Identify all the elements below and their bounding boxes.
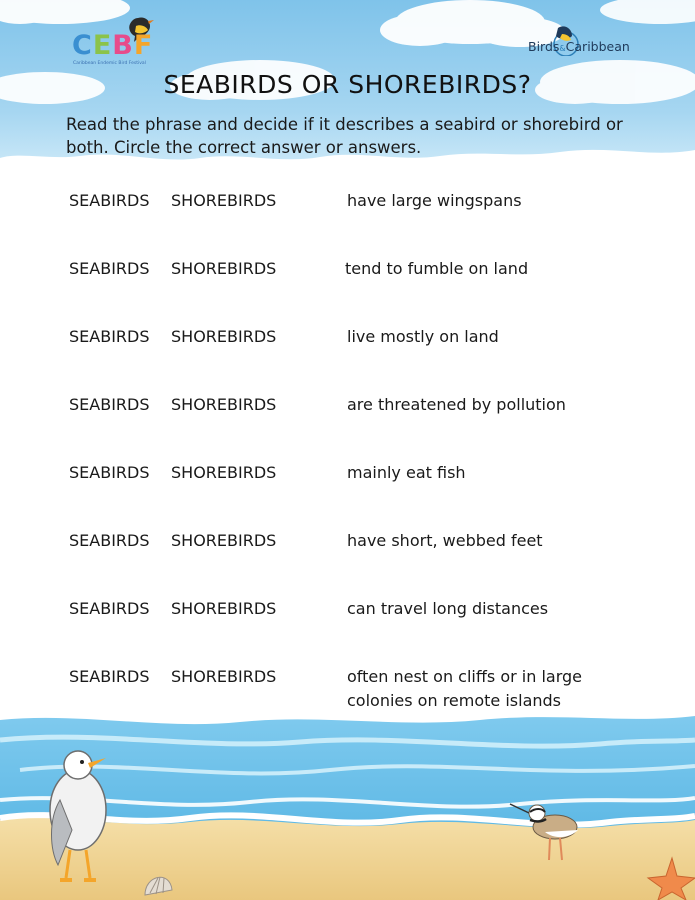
shorebirds-option[interactable]: SHOREBIRDS (171, 327, 277, 346)
shorebirds-option[interactable]: SHOREBIRDS (171, 531, 277, 550)
instructions-text: Read the phrase and decide if it describes a seabird or shorebird or both. Circle the correct answer or answers. (66, 115, 623, 157)
phrase-text: can travel long distances (347, 599, 549, 618)
phrase-text: live mostly on land (347, 327, 499, 346)
phrase-text: mainly eat fish (347, 463, 466, 482)
seabirds-option[interactable]: SEABIRDS (69, 667, 150, 686)
bc-amp: & (559, 44, 566, 53)
cebf-letter: B (112, 30, 134, 61)
seabirds-option[interactable]: SEABIRDS (69, 327, 150, 346)
phrase-text: often nest on cliffs or in large colonies on remote islands (347, 667, 582, 710)
birds-caribbean-text (528, 39, 630, 54)
cebf-letter: F (133, 30, 154, 61)
shorebirds-option[interactable]: SHOREBIRDS (171, 259, 277, 278)
beach-illustration (0, 700, 695, 900)
phrase-text: tend to fumble on land (345, 259, 529, 278)
phrase-text: have short, webbed feet (347, 531, 543, 550)
seabirds-option[interactable]: SEABIRDS (69, 191, 150, 210)
seabirds-option[interactable]: SEABIRDS (69, 463, 150, 482)
shorebirds-option[interactable]: SHOREBIRDS (171, 191, 277, 210)
shorebirds-option[interactable]: SHOREBIRDS (171, 667, 277, 686)
cebf-letter: E (92, 30, 113, 61)
shorebirds-option[interactable]: SHOREBIRDS (171, 599, 277, 618)
cebf-subtitle: Caribbean Endemic Bird Festival (73, 61, 146, 66)
seabirds-option[interactable]: SEABIRDS (69, 395, 150, 414)
seabirds-option[interactable]: SEABIRDS (69, 531, 150, 550)
birds-caribbean-logo (528, 22, 638, 62)
bc-text-left: Birds (528, 39, 560, 54)
shorebirds-option[interactable]: SHOREBIRDS (171, 395, 277, 414)
cebf-letter: C (72, 30, 93, 61)
cebf-logo (72, 14, 162, 70)
seabirds-option[interactable]: SEABIRDS (69, 599, 150, 618)
cebf-letters (72, 30, 153, 61)
phrase-text: are threatened by pollution (347, 395, 566, 414)
bc-text-right: Caribbean (565, 39, 630, 54)
sand (0, 818, 695, 900)
phrase-text: have large wingspans (347, 191, 522, 210)
seabirds-option[interactable]: SEABIRDS (69, 259, 150, 278)
page-title: SEABIRDS OR SHOREBIRDS? (163, 70, 532, 99)
shorebirds-option[interactable]: SHOREBIRDS (171, 463, 277, 482)
